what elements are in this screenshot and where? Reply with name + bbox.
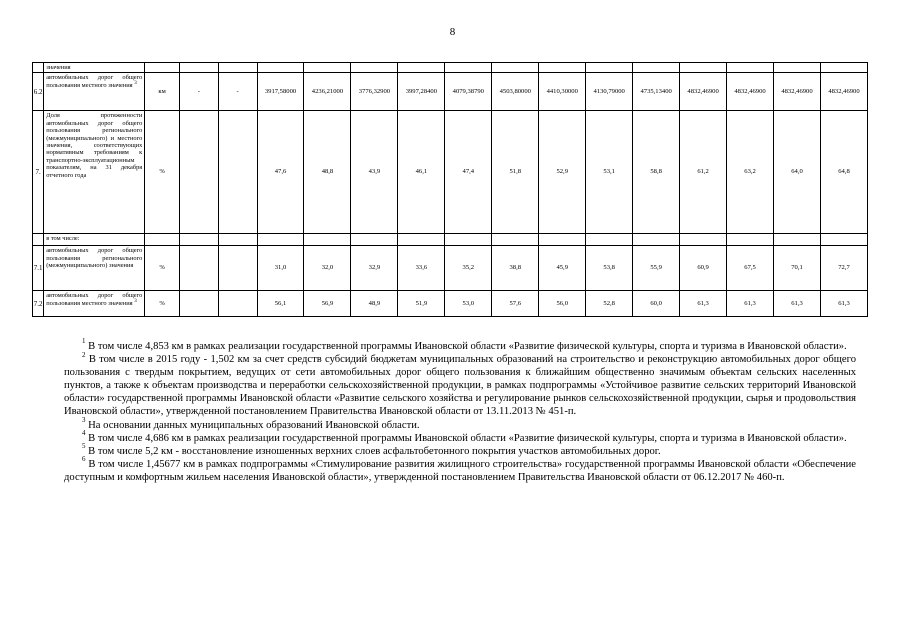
value-cell: 52,9 bbox=[539, 111, 586, 234]
footnote-mark: 4 bbox=[82, 429, 86, 438]
value-cell: 53,0 bbox=[445, 291, 492, 317]
value-cell: 43,9 bbox=[351, 111, 398, 234]
value-cell bbox=[539, 234, 586, 246]
value-cell bbox=[257, 234, 304, 246]
value-cell: 61,2 bbox=[680, 111, 727, 234]
value-cell: 4503,80000 bbox=[492, 73, 539, 111]
footnote-ref: 3 bbox=[134, 80, 137, 86]
footnote-mark: 5 bbox=[82, 442, 86, 451]
value-cell: 32,0 bbox=[304, 246, 351, 291]
value-cell: 3917,58000 bbox=[257, 73, 304, 111]
value-cell: 52,8 bbox=[586, 291, 633, 317]
indicator-name-text: значения bbox=[46, 64, 71, 71]
value-cell: 35,2 bbox=[445, 246, 492, 291]
value-cell bbox=[179, 291, 218, 317]
value-cell: 61,3 bbox=[820, 291, 867, 317]
row-index: 7.1 bbox=[33, 246, 44, 291]
table-row bbox=[33, 246, 868, 291]
value-cell: - bbox=[218, 73, 257, 111]
value-cell bbox=[179, 111, 218, 234]
unit-cell: % bbox=[145, 291, 180, 317]
value-cell: 45,9 bbox=[539, 246, 586, 291]
footnote-mark: 6 bbox=[82, 455, 86, 464]
unit-cell: км bbox=[145, 73, 180, 111]
value-cell: 64,0 bbox=[774, 111, 821, 234]
indicator-name bbox=[44, 111, 145, 234]
unit-cell: % bbox=[145, 111, 180, 234]
footnote bbox=[64, 337, 856, 353]
unit-cell bbox=[145, 234, 180, 246]
value-cell: 53,1 bbox=[586, 111, 633, 234]
table-row bbox=[33, 73, 868, 111]
value-cell: 51,9 bbox=[398, 291, 445, 317]
row-index: 7. bbox=[33, 111, 44, 234]
value-cell bbox=[179, 246, 218, 291]
value-cell bbox=[539, 63, 586, 73]
value-cell: 60,9 bbox=[680, 246, 727, 291]
footnote bbox=[64, 429, 856, 445]
indicators-table bbox=[32, 62, 868, 317]
table-row bbox=[33, 291, 868, 317]
value-cell bbox=[398, 63, 445, 73]
value-cell: 4236,21000 bbox=[304, 73, 351, 111]
value-cell: 51,8 bbox=[492, 111, 539, 234]
unit-cell: % bbox=[145, 246, 180, 291]
value-cell: 70,1 bbox=[774, 246, 821, 291]
row-index: 6.2 bbox=[33, 73, 44, 111]
value-cell: 4735,13400 bbox=[633, 73, 680, 111]
value-cell: 61,3 bbox=[680, 291, 727, 317]
value-cell bbox=[633, 234, 680, 246]
value-cell: - bbox=[179, 73, 218, 111]
value-cell bbox=[774, 63, 821, 73]
value-cell: 47,6 bbox=[257, 111, 304, 234]
value-cell bbox=[351, 234, 398, 246]
footnote-text: На основании данных муниципальных образований Ивановской области. bbox=[88, 419, 420, 431]
value-cell: 56,9 bbox=[304, 291, 351, 317]
value-cell: 48,9 bbox=[351, 291, 398, 317]
indicator-name bbox=[44, 63, 145, 73]
value-cell: 31,0 bbox=[257, 246, 304, 291]
indicator-name-text: автомобильных дорог общего пользования местного значения bbox=[46, 74, 143, 89]
footnote-text: В том числе в 2015 году - 1,502 км за счет средств субсидий бюджетам муниципальных образований на строительство и реконструкцию автомобильных дорог общего пользования с твердым покрытием, ведущих от сети автомобильных дорог общего пользования к ближайшим общественно значимым объектам сельских населенных пунктов, а также к объектам производства и переработки сельскохозяйственной продукции, в рамках подпрограммы «Устойчивое развитие сельских территорий Ивановской области» государственной программы Ивановской области «Развитие сельского хозяйства и регулирование рынков сельскохозяйственной продукции, сырья и продовольствия Ивановской области», утвержденной постановлением Правительства Ивановской области от 13.11.2013 № 451-п. bbox=[64, 354, 856, 418]
footnote-text: В том числе 4,686 км в рамках реализации государственной программы Ивановской области «Развитие физической культуры, спорта и туризма в Ивановской области». bbox=[88, 432, 847, 444]
value-cell bbox=[351, 63, 398, 73]
value-cell: 53,8 bbox=[586, 246, 633, 291]
unit-cell bbox=[145, 63, 180, 73]
value-cell bbox=[218, 234, 257, 246]
value-cell: 56,1 bbox=[257, 291, 304, 317]
value-cell bbox=[304, 63, 351, 73]
value-cell: 63,2 bbox=[727, 111, 774, 234]
footnote-text: В том числе 4,853 км в рамках реализации государственной программы Ивановской области «Развитие физической культуры, спорта и туризма в Ивановской области». bbox=[88, 341, 847, 352]
value-cell: 38,8 bbox=[492, 246, 539, 291]
value-cell: 67,5 bbox=[727, 246, 774, 291]
value-cell bbox=[727, 234, 774, 246]
footnotes bbox=[64, 337, 856, 484]
value-cell bbox=[398, 234, 445, 246]
value-cell bbox=[179, 234, 218, 246]
value-cell: 60,0 bbox=[633, 291, 680, 317]
footnote bbox=[64, 416, 856, 432]
value-cell: 4832,46900 bbox=[727, 73, 774, 111]
footnote-mark: 1 bbox=[82, 337, 86, 346]
value-cell bbox=[820, 234, 867, 246]
footnote-ref: 3 bbox=[134, 298, 137, 304]
value-cell: 47,4 bbox=[445, 111, 492, 234]
value-cell: 4832,46900 bbox=[820, 73, 867, 111]
value-cell: 61,3 bbox=[727, 291, 774, 317]
value-cell: 4130,79000 bbox=[586, 73, 633, 111]
indicator-name-text: Доля протяженности автомобильных дорог общего пользования регионального (межмуниципального) и местного значения, соответствующих нормативным требованиям к транспортно-эксплуатационным показателям, на 31 декабря отчетного года bbox=[46, 112, 143, 179]
value-cell bbox=[218, 246, 257, 291]
row-index bbox=[33, 234, 44, 246]
value-cell: 4832,46900 bbox=[774, 73, 821, 111]
row-index: 7.2 bbox=[33, 291, 44, 317]
value-cell bbox=[218, 291, 257, 317]
footnote-text: В том числе 5,2 км - восстановление изношенных верхних слоев асфальтобетонного покрытия участков автомобильных дорог. bbox=[88, 445, 661, 457]
table-row bbox=[33, 111, 868, 234]
value-cell bbox=[492, 234, 539, 246]
value-cell: 58,8 bbox=[633, 111, 680, 234]
value-cell bbox=[492, 63, 539, 73]
indicator-name bbox=[44, 73, 145, 111]
value-cell bbox=[586, 63, 633, 73]
value-cell: 32,9 bbox=[351, 246, 398, 291]
indicator-name-text: автомобильных дорог общего пользования регионального (межмуниципального) значения bbox=[46, 247, 143, 270]
value-cell bbox=[218, 63, 257, 73]
table-row bbox=[33, 63, 868, 73]
row-index bbox=[33, 63, 44, 73]
indicator-name-text: в том числе: bbox=[46, 235, 80, 243]
value-cell bbox=[257, 63, 304, 73]
value-cell: 55,9 bbox=[633, 246, 680, 291]
value-cell: 3776,32900 bbox=[351, 73, 398, 111]
value-cell: 3997,28400 bbox=[398, 73, 445, 111]
value-cell: 4832,46900 bbox=[680, 73, 727, 111]
value-cell: 61,3 bbox=[774, 291, 821, 317]
value-cell bbox=[680, 63, 727, 73]
footnote-mark: 2 bbox=[82, 350, 86, 359]
value-cell: 72,7 bbox=[820, 246, 867, 291]
indicator-name bbox=[44, 234, 145, 246]
value-cell bbox=[820, 63, 867, 73]
table-row bbox=[33, 234, 868, 246]
indicator-name-text: автомобильных дорог общего пользования местного значения bbox=[46, 292, 143, 307]
value-cell bbox=[727, 63, 774, 73]
value-cell bbox=[304, 234, 351, 246]
value-cell bbox=[218, 111, 257, 234]
indicator-name bbox=[44, 246, 145, 291]
page-number: 8 bbox=[449, 26, 456, 38]
value-cell: 48,8 bbox=[304, 111, 351, 234]
footnote-text: В том числе 1,45677 км в рамках подпрограммы «Стимулирование развития жилищного строительства» государственной программы Ивановской области «Обеспечение доступным и комфортным жильем населения Ивановской области», утвержденной постановлением Правительства Ивановской области от 06.12.2017 № 460-п. bbox=[64, 458, 856, 483]
value-cell: 46,1 bbox=[398, 111, 445, 234]
value-cell bbox=[445, 63, 492, 73]
footnote bbox=[64, 442, 856, 458]
footnote bbox=[64, 350, 856, 418]
value-cell: 57,6 bbox=[492, 291, 539, 317]
value-cell: 33,6 bbox=[398, 246, 445, 291]
value-cell: 4079,38790 bbox=[445, 73, 492, 111]
footnote bbox=[64, 455, 856, 484]
value-cell: 64,8 bbox=[820, 111, 867, 234]
value-cell bbox=[774, 234, 821, 246]
value-cell bbox=[445, 234, 492, 246]
value-cell: 56,0 bbox=[539, 291, 586, 317]
indicator-name bbox=[44, 291, 145, 317]
value-cell: 4410,30000 bbox=[539, 73, 586, 111]
value-cell bbox=[633, 63, 680, 73]
footnote-mark: 3 bbox=[82, 416, 86, 425]
value-cell bbox=[586, 234, 633, 246]
value-cell bbox=[680, 234, 727, 246]
value-cell bbox=[179, 63, 218, 73]
